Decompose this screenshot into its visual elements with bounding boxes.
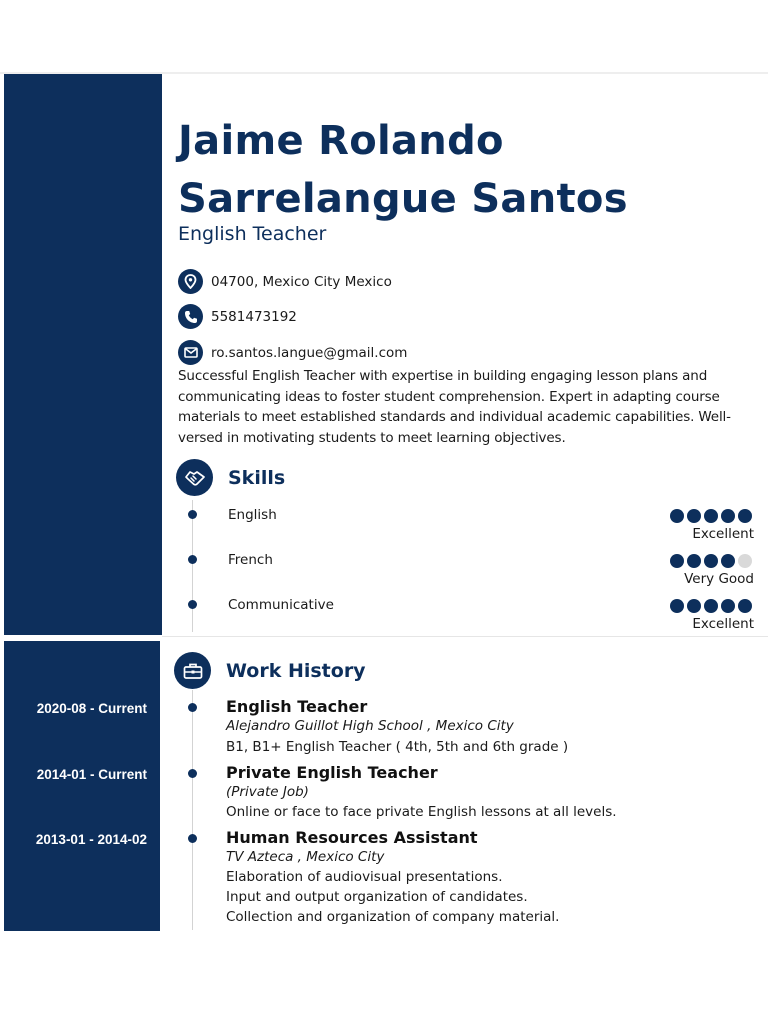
job-description-line: B1, B1+ English Teacher ( 4th, 5th and 6th grade ) xyxy=(226,739,569,755)
timeline-dot xyxy=(188,510,197,519)
professional-summary: Successful English Teacher with expertise in building engaging lesson plans and communicating ideas to foster student comprehension. Expert in adapting course materials to meet established standards and individual academic capabilities. Well-versed in motivating students to meet learning objectives. xyxy=(178,368,731,446)
contact-address xyxy=(178,269,392,294)
rating-dot-filled xyxy=(721,599,735,613)
rating-dot-filled xyxy=(721,509,735,523)
rating-dot-empty xyxy=(738,554,752,568)
rating-dot-filled xyxy=(738,599,752,613)
job-title: Human Resources Assistant xyxy=(226,828,478,847)
job-description-line: Collection and organization of company material. xyxy=(226,909,560,925)
timeline-dot xyxy=(188,600,197,609)
name-line-1: Jaime Rolando xyxy=(178,118,504,164)
job-organization: Alejandro Guillot High School , Mexico City xyxy=(226,718,514,734)
contact-email xyxy=(178,340,407,365)
job-organization: (Private Job) xyxy=(226,784,309,800)
skill-rating-label: Excellent xyxy=(692,526,754,542)
job-role: English Teacher xyxy=(178,223,327,245)
phone-icon xyxy=(178,304,203,329)
contact-phone xyxy=(178,304,297,329)
work-history-section-title: Work History xyxy=(226,660,366,682)
handshake-icon xyxy=(176,459,213,496)
job-description xyxy=(226,737,568,757)
skill-rating xyxy=(670,599,752,613)
job-dates: 2020-08 - Current xyxy=(36,701,147,716)
work-timeline xyxy=(192,690,193,930)
timeline-dot xyxy=(188,555,197,564)
job-dates: 2013-01 - 2014-02 xyxy=(35,832,147,847)
phone-text: 5581473192 xyxy=(211,308,297,325)
rating-dot-filled xyxy=(704,554,718,568)
location-pin-icon xyxy=(178,269,203,294)
job-dates: 2014-01 - Current xyxy=(36,767,147,782)
skill-rating xyxy=(670,554,752,568)
candidate-name xyxy=(178,112,738,228)
address-text: 04700, Mexico City Mexico xyxy=(211,273,392,290)
rating-dot-filled xyxy=(687,599,701,613)
mail-icon xyxy=(178,340,203,365)
rating-dot-filled xyxy=(704,509,718,523)
timeline-dot xyxy=(188,703,197,712)
section-divider xyxy=(162,636,768,637)
rating-dot-filled xyxy=(704,599,718,613)
skill-name: Communicative xyxy=(228,597,334,613)
skill-rating-label: Very Good xyxy=(684,571,754,587)
sidebar-top-panel xyxy=(4,74,162,635)
job-description xyxy=(226,867,559,927)
rating-dot-filled xyxy=(738,509,752,523)
job-description xyxy=(226,802,617,822)
rating-dot-filled xyxy=(687,554,701,568)
skills-timeline xyxy=(192,500,193,632)
timeline-dot xyxy=(188,769,197,778)
rating-dot-filled xyxy=(721,554,735,568)
job-description-line: Elaboration of audiovisual presentations. xyxy=(226,869,503,885)
briefcase-icon xyxy=(174,652,211,689)
rating-dot-filled xyxy=(670,554,684,568)
skill-name: English xyxy=(228,507,277,523)
skill-rating xyxy=(670,509,752,523)
rating-dot-filled xyxy=(670,599,684,613)
job-organization: TV Azteca , Mexico City xyxy=(226,849,385,865)
skills-section-title: Skills xyxy=(228,467,286,489)
job-title: Private English Teacher xyxy=(226,763,438,782)
job-description-line: Input and output organization of candidates. xyxy=(226,889,528,905)
skill-rating-label: Excellent xyxy=(692,616,754,632)
email-text: ro.santos.langue@gmail.com xyxy=(211,344,408,361)
name-line-2: Sarrelangue Santos xyxy=(178,176,628,222)
skill-name: French xyxy=(228,552,273,568)
job-title: English Teacher xyxy=(226,697,368,716)
rating-dot-filled xyxy=(670,509,684,523)
timeline-dot xyxy=(188,834,197,843)
rating-dot-filled xyxy=(687,509,701,523)
sidebar-bottom-panel xyxy=(4,641,160,931)
job-description-line: Online or face to face private English lessons at all levels. xyxy=(226,804,617,820)
